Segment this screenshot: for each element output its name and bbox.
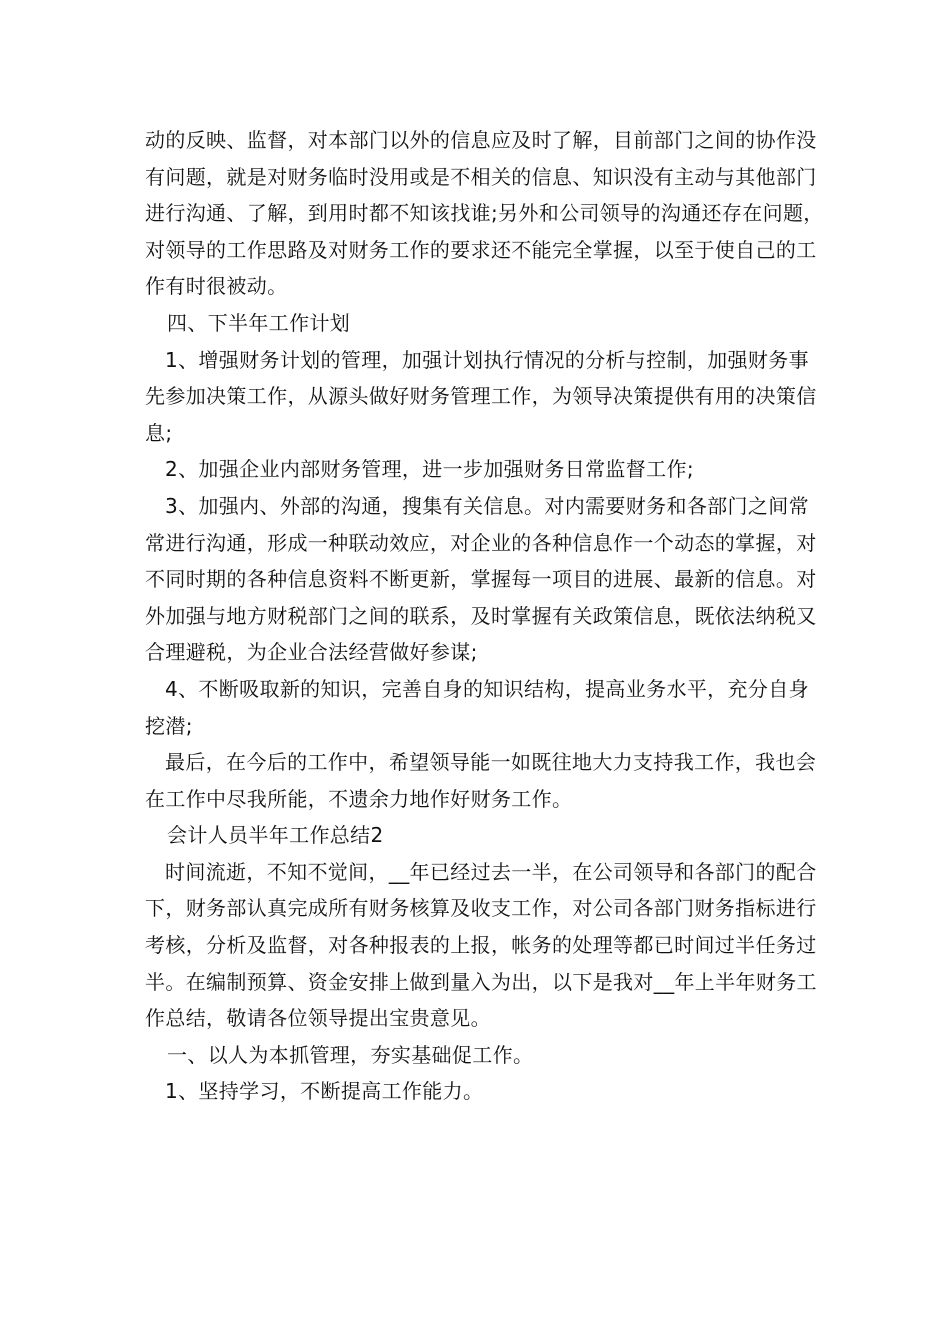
document-body [145,122,825,1110]
section-heading-plan: 四、下半年工作计划 [167,310,351,335]
management-item-1: 1、坚持学习，不断提高工作能力。 [165,1079,484,1104]
plan-item-1: 1、增强财务计划的管理，加强计划执行情况的分析与控制，加强财务事先参加决策工作，从源头做好财务管理工作，为领导决策提供有用的决策信息; [145,347,817,445]
paragraph-continuation: 动的反映、监督，对本部门以外的信息应及时了解，目前部门之间的协作没有问题，就是对财务临时没用或是不相关的信息、知识没有主动与其他部门进行沟通、了解，到用时都不知该找谁;另外和公司领导的沟通还存在问题，对领导的工作思路及对财务工作的要求还不能完全掌握，以至于使自己的工作有时很被动。 [145,128,824,299]
plan-item-2: 2、加强企业内部财务管理，进一步加强财务日常监督工作; [165,457,694,482]
plan-item-4: 4、不断吸取新的知识，完善自身的知识结构，提高业务水平，充分自身挖潜; [145,676,809,738]
document-title-2: 会计人员半年工作总结2 [167,823,384,848]
intro-paragraph: 时间流逝，不知不觉间，__年已经过去一半，在公司领导和各部门的配合下，财务部认真完成所有财务核算及收支工作，对公司各部门财务指标进行考核，分析及监督，对各种报表的上报，帐务的处理等都已时间过半任务过半。在编制预算、资金安排上做到量入为出，以下是我对__年上半年财务工作总结，敬请各位领导提出宝贵意见。 [145,859,817,1031]
closing-paragraph: 最后，在今后的工作中，希望领导能一如既往地大力支持我工作，我也会在工作中尽我所能，不遗余力地作好财务工作。 [145,750,817,811]
plan-item-3: 3、加强内、外部的沟通，搜集有关信息。对内需要财务和各部门之间常常进行沟通，形成一种联动效应，对企业的各种信息作一个动态的掌握，对不同时期的各种信息资料不断更新，掌握每一项目的进展、最新的信息。对外加强与地方财税部门之间的联系，及时掌握有关政策信息，既依法纳税又合理避税，为企业合法经营做好参谋; [145,493,817,665]
section-heading-management: 一、以人为本抓管理，夯实基础促工作。 [167,1042,534,1067]
